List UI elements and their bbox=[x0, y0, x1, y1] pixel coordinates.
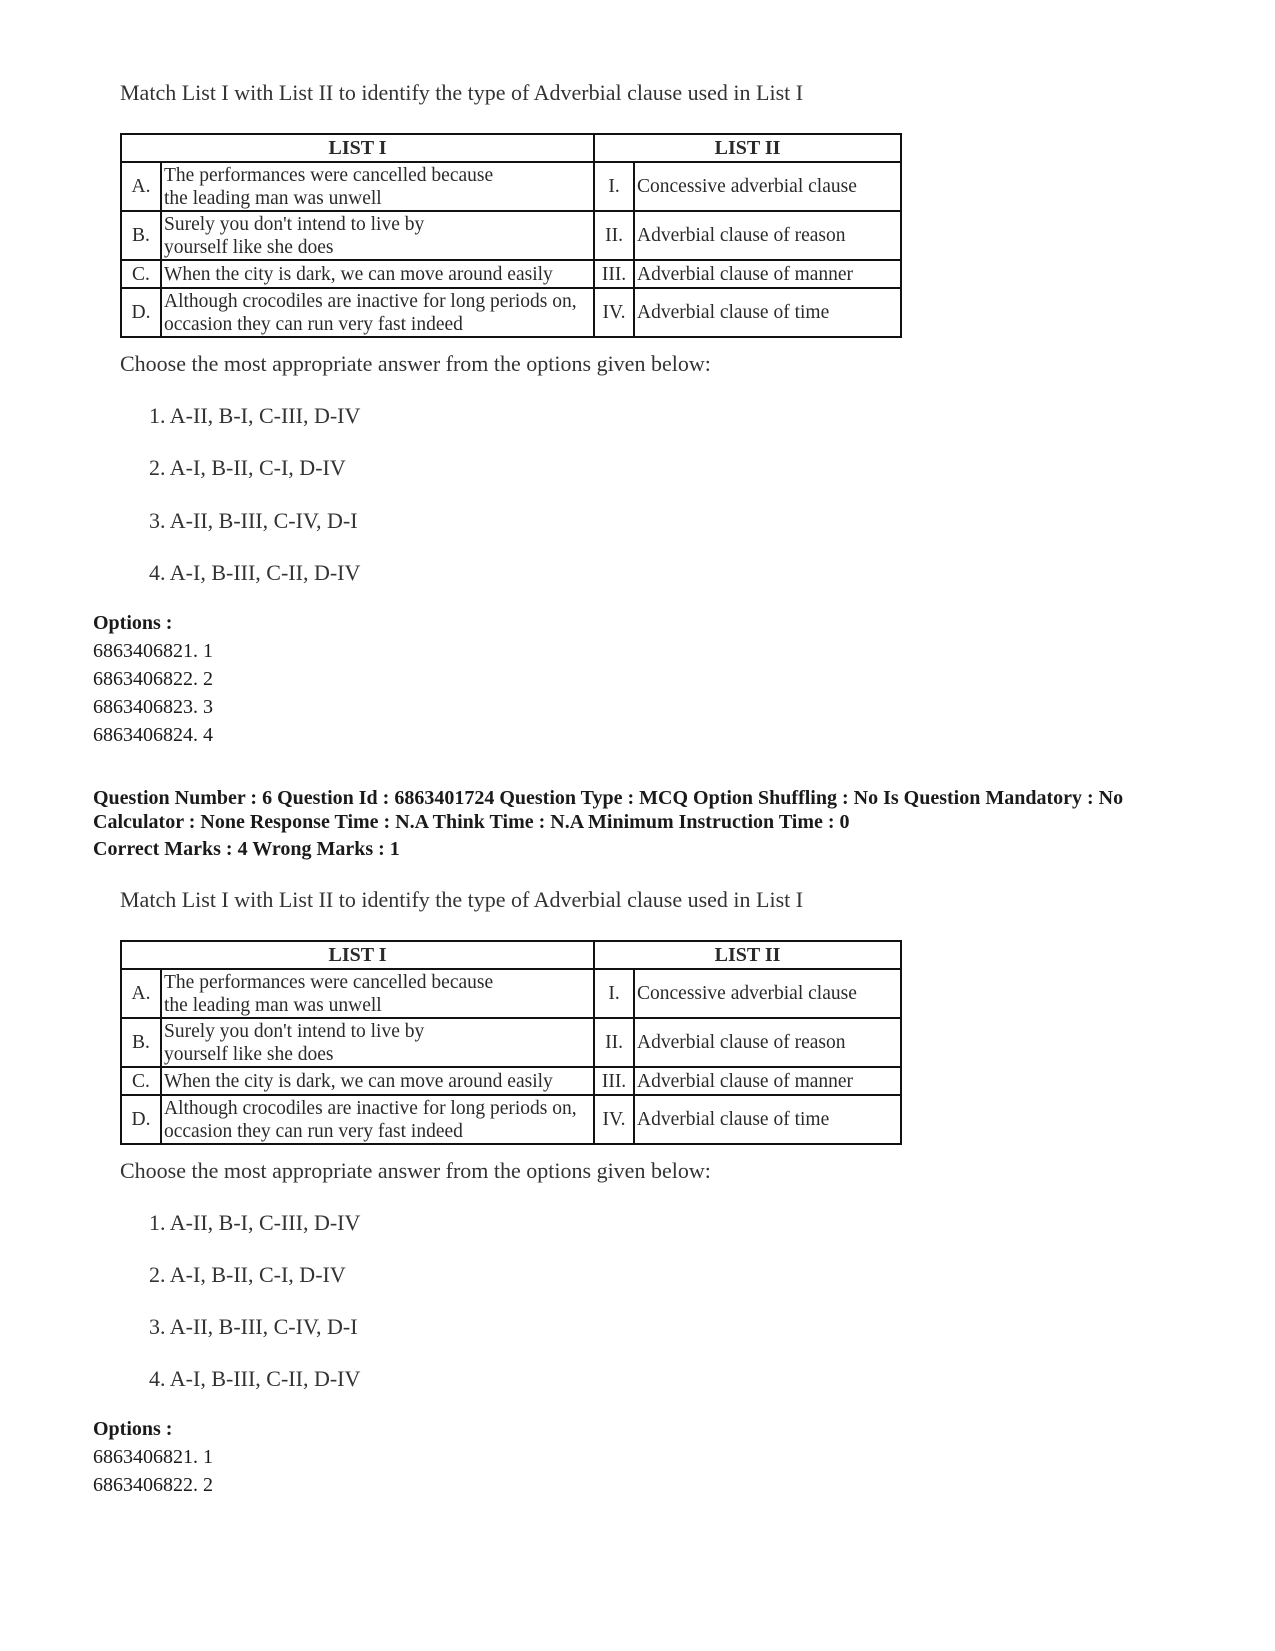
answer-choice: 2. A-I, B-II, C-I, D-IV bbox=[149, 1262, 346, 1287]
list-2-label: I. bbox=[594, 969, 634, 1018]
question-meta-line-1: Question Number : 6 Question Id : 6863401724 Question Type : MCQ Option Shuffling : No Is Question Mandatory : No bbox=[93, 787, 1124, 809]
list-1-text: The performances were cancelled because the leading man was unwell bbox=[161, 162, 594, 211]
table-row bbox=[121, 211, 901, 260]
list-2-label: II. bbox=[594, 1018, 634, 1067]
table-row bbox=[121, 1018, 901, 1067]
question-marks: Correct Marks : 4 Wrong Marks : 1 bbox=[93, 838, 400, 860]
table-row bbox=[121, 1095, 901, 1144]
list-2-text: Concessive adverbial clause bbox=[634, 162, 901, 211]
answer-choice: 4. A-I, B-III, C-II, D-IV bbox=[149, 560, 361, 585]
list-1-label: D. bbox=[121, 288, 161, 337]
option-line: 6863406822. 2 bbox=[93, 668, 213, 690]
list-1-label: A. bbox=[121, 969, 161, 1018]
list-1-label: B. bbox=[121, 1018, 161, 1067]
list-1-label: B. bbox=[121, 211, 161, 260]
match-table bbox=[120, 940, 902, 1145]
answer-choice: 4. A-I, B-III, C-II, D-IV bbox=[149, 1366, 361, 1391]
list-1-header: LIST I bbox=[121, 134, 594, 162]
list-2-label: I. bbox=[594, 162, 634, 211]
table-row bbox=[121, 162, 901, 211]
option-line: 6863406821. 1 bbox=[93, 640, 213, 662]
answer-choice: 1. A-II, B-I, C-III, D-IV bbox=[149, 1210, 361, 1235]
list-1-label: C. bbox=[121, 260, 161, 288]
list-1-label: D. bbox=[121, 1095, 161, 1144]
list-2-text: Adverbial clause of manner bbox=[634, 260, 901, 288]
list-1-text: When the city is dark, we can move around easily bbox=[161, 260, 594, 288]
list-1-text: When the city is dark, we can move around easily bbox=[161, 1067, 594, 1095]
option-line: 6863406823. 3 bbox=[93, 696, 213, 718]
list-1-label: C. bbox=[121, 1067, 161, 1095]
list-1-text: Although crocodiles are inactive for long periods on, occasion they can run very fast indeed bbox=[161, 288, 594, 337]
list-2-header: LIST II bbox=[594, 134, 901, 162]
match-table bbox=[120, 133, 902, 338]
list-2-text: Concessive adverbial clause bbox=[634, 969, 901, 1018]
answer-choice: 1. A-II, B-I, C-III, D-IV bbox=[149, 403, 361, 428]
answer-choice: 3. A-II, B-III, C-IV, D-I bbox=[149, 1314, 358, 1339]
question-prompt: Match List I with List II to identify the type of Adverbial clause used in List I bbox=[120, 80, 804, 105]
list-2-text: Adverbial clause of reason bbox=[634, 1018, 901, 1067]
option-line: 6863406822. 2 bbox=[93, 1474, 213, 1496]
table-row bbox=[121, 1067, 901, 1095]
list-2-label: IV. bbox=[594, 288, 634, 337]
table-row bbox=[121, 260, 901, 288]
list-1-text: Surely you don't intend to live by yourself like she does bbox=[161, 1018, 594, 1067]
list-2-text: Adverbial clause of reason bbox=[634, 211, 901, 260]
list-2-text: Adverbial clause of time bbox=[634, 1095, 901, 1144]
list-2-label: III. bbox=[594, 260, 634, 288]
list-1-text: Although crocodiles are inactive for long periods on, occasion they can run very fast indeed bbox=[161, 1095, 594, 1144]
list-2-header: LIST II bbox=[594, 941, 901, 969]
list-1-label: A. bbox=[121, 162, 161, 211]
list-2-label: II. bbox=[594, 211, 634, 260]
choose-instruction: Choose the most appropriate answer from the options given below: bbox=[120, 351, 711, 376]
choose-instruction: Choose the most appropriate answer from the options given below: bbox=[120, 1158, 711, 1183]
list-1-text: The performances were cancelled because the leading man was unwell bbox=[161, 969, 594, 1018]
list-1-text: Surely you don't intend to live by yourself like she does bbox=[161, 211, 594, 260]
table-row bbox=[121, 969, 901, 1018]
list-1-header: LIST I bbox=[121, 941, 594, 969]
list-2-text: Adverbial clause of manner bbox=[634, 1067, 901, 1095]
question-prompt: Match List I with List II to identify the type of Adverbial clause used in List I bbox=[120, 887, 804, 912]
question-meta-line-2: Calculator : None Response Time : N.A Think Time : N.A Minimum Instruction Time : 0 bbox=[93, 811, 850, 833]
options-heading: Options : bbox=[93, 612, 173, 634]
answer-choice: 2. A-I, B-II, C-I, D-IV bbox=[149, 455, 346, 480]
option-line: 6863406821. 1 bbox=[93, 1446, 213, 1468]
list-2-label: IV. bbox=[594, 1095, 634, 1144]
options-heading: Options : bbox=[93, 1418, 173, 1440]
option-line: 6863406824. 4 bbox=[93, 724, 213, 746]
answer-choice: 3. A-II, B-III, C-IV, D-I bbox=[149, 508, 358, 533]
table-row bbox=[121, 288, 901, 337]
list-2-label: III. bbox=[594, 1067, 634, 1095]
list-2-text: Adverbial clause of time bbox=[634, 288, 901, 337]
